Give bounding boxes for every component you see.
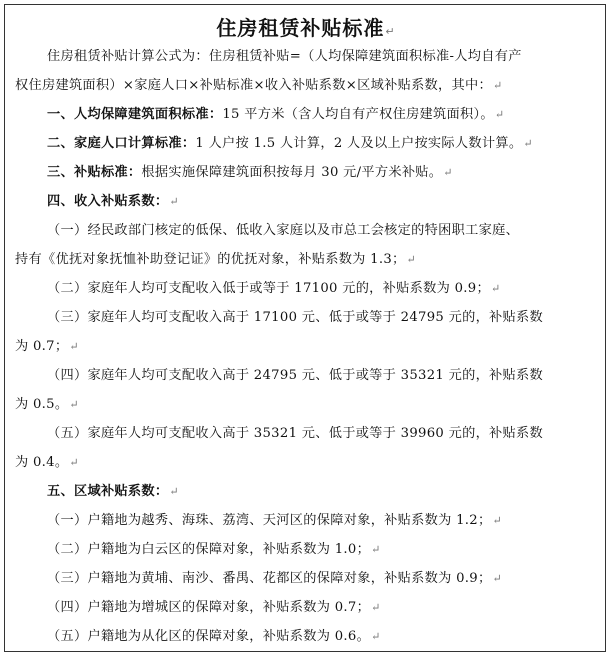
section-1-heading: 一、人均保障建筑面积标准： xyxy=(47,107,223,122)
income-item-2: （二）家庭年人均可支配收入低于或等于 17100 元的，补贴系数为 0.9；↵ xyxy=(47,281,501,296)
region-item-5: （五）户籍地为从化区的保障对象，补贴系数为 0.6。↵ xyxy=(47,629,381,644)
section-3-heading: 三、补贴标准： xyxy=(47,165,142,180)
section-5-heading: 五、区域补贴系数：↵ xyxy=(47,484,179,499)
income-item-3-line-1: （三）家庭年人均可支配收入高于 17100 元、低于或等于 24795 元的，补贴系数 xyxy=(47,310,544,325)
income-item-3-line-2: 为 0.7；↵ xyxy=(15,339,79,354)
section-2: 二、家庭人口计算标准：1 人户按 1.5 人计算，2 人及以上户按实际人数计算。↵ xyxy=(47,136,533,151)
doc-title: 住房租赁补贴标准↵ xyxy=(216,16,396,40)
region-item-1: （一）户籍地为越秀、海珠、荔湾、天河区的保障对象，补贴系数为 1.2；↵ xyxy=(47,513,503,528)
section-1: 一、人均保障建筑面积标准：15 平方米（含人均自有产权住房建筑面积）。↵ xyxy=(47,107,505,122)
section-3: 三、补贴标准：根据实施保障建筑面积按每月 30 元/平方米补贴。↵ xyxy=(47,165,453,180)
section-2-heading: 二、家庭人口计算标准： xyxy=(47,136,196,151)
section-4-heading: 四、收入补贴系数：↵ xyxy=(47,194,179,209)
income-item-4-line-2: 为 0.5。↵ xyxy=(15,397,79,412)
income-item-1-line-2: 持有《优抚对象抚恤补助登记证》的优抚对象，补贴系数为 1.3；↵ xyxy=(15,252,417,267)
region-item-3: （三）户籍地为黄埔、南沙、番禺、花都区的保障对象，补贴系数为 0.9；↵ xyxy=(47,571,503,586)
formula-line-1: 住房租赁补贴计算公式为：住房租赁补贴=（人均保障建筑面积标准-人均自有产 xyxy=(47,49,522,64)
formula-line-2: 权住房建筑面积）×家庭人口×补贴标准×收入补贴系数×区域补贴系数，其中：↵ xyxy=(15,78,503,93)
income-item-5-line-1: （五）家庭年人均可支配收入高于 35321 元、低于或等于 39960 元的，补贴系数 xyxy=(47,426,544,441)
region-item-2: （二）户籍地为白云区的保障对象，补贴系数为 1.0；↵ xyxy=(47,542,381,557)
income-item-5-line-2: 为 0.4。↵ xyxy=(15,455,79,470)
region-item-4: （四）户籍地为增城区的保障对象，补贴系数为 0.7；↵ xyxy=(47,600,381,615)
income-item-1-line-1: （一）经民政部门核定的低保、低收入家庭以及市总工会核定的特困职工家庭、 xyxy=(47,223,520,238)
income-item-4-line-1: （四）家庭年人均可支配收入高于 24795 元、低于或等于 35321 元的，补贴系数 xyxy=(47,368,544,383)
document-frame xyxy=(4,4,606,652)
